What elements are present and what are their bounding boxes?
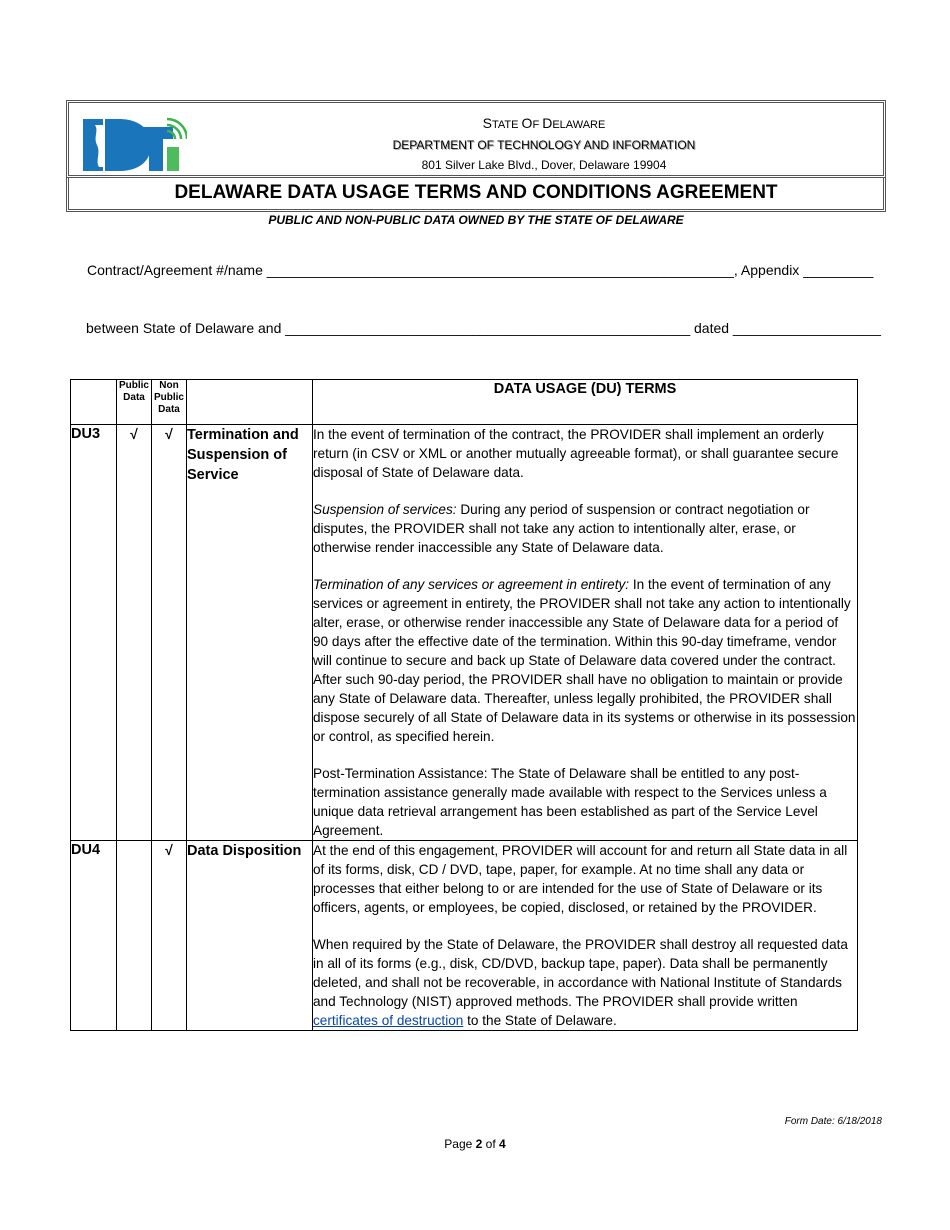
nonpublic-check: √ — [152, 425, 187, 841]
header-terms: DATA USAGE (DU) TERMS — [313, 380, 858, 425]
letterhead-text — [329, 113, 759, 175]
document-subtitle: PUBLIC AND NON-PUBLIC DATA OWNED BY THE STATE OF DELAWARE — [268, 213, 684, 227]
data-usage-terms-table — [70, 379, 858, 1031]
term-paragraph: Suspension of services: During any period of suspension or contract negotiation or disputes, the PROVIDER shall not take any action to intentionally alter, erase, or otherwise render inaccessible any State of Delaware data. — [313, 502, 810, 555]
row-terms — [313, 425, 858, 841]
term-paragraph: At the end of this engagement, PROVIDER will account for and return all State data in all of its forms, disk, CD / DVD, tape, paper, for example. At no time shall any data or processes that either belong to or are intended for the use of State of Delaware or its officers, agents, or employees, be copied, disclosed, or retained by the PROVIDER. — [313, 843, 848, 915]
document-title: DELAWARE DATA USAGE TERMS AND CONDITIONS AGREEMENT — [66, 178, 886, 212]
table-row-du3 — [71, 425, 858, 841]
header-nonpublic-data: Non Public Data — [152, 380, 187, 425]
term-paragraph: When required by the State of Delaware, the PROVIDER shall destroy all requested data in all of its forms (e.g., disk, CD/DVD, backup tape, paper). Data shall be permanently deleted, and shall not be recoverable, in accordance with National Institute of Standards and Technology (NIST) approved methods. The PROVIDER shall provide written certificates of destruction to the State of Delaware. — [313, 937, 848, 1028]
row-title: Termination and Suspension of Service — [187, 425, 313, 841]
public-check — [117, 841, 152, 1031]
table-header-row — [71, 380, 858, 425]
state-name: STATE OF DELAWARE — [482, 115, 606, 131]
nonpublic-check: √ — [152, 841, 187, 1031]
department-name: DEPARTMENT OF TECHNOLOGY AND INFORMATION — [392, 138, 696, 152]
row-title: Data Disposition — [187, 841, 313, 1031]
table-row-du4 — [71, 841, 858, 1031]
contract-field-line: Contract/Agreement #/name ____________________________________________________________, Appendix _________ — [87, 262, 874, 278]
row-id: DU4 — [71, 841, 117, 1031]
header-public-data: Public Data — [117, 380, 152, 425]
term-paragraph: Post-Termination Assistance: The State of Delaware shall be entitled to any post-termination assistance generally made available with respect to the Services unless a unique data retrieval arrangement has been established as part of the Service Level Agreement. — [313, 766, 827, 838]
dti-logo — [81, 117, 187, 173]
address: 801 Silver Lake Blvd., Dover, Delaware 19904 — [421, 158, 667, 172]
public-check: √ — [117, 425, 152, 841]
certificates-of-destruction-link[interactable]: certificates of destruction — [313, 1013, 464, 1028]
between-field-line: between State of Delaware and ____________________________________________________ dated ___________________ — [86, 320, 881, 336]
form-date: Form Date: 6/18/2018 — [784, 1116, 882, 1127]
term-paragraph: Termination of any services or agreement in entirety: In the event of termination of any services or agreement in entirety, the PROVIDER shall not take any action to intentionally alter, erase, or otherwise render inaccessible any State of Delaware data for a period of 90 days after the effective date of the termination. Within this 90-day timeframe, vendor will continue to secure and back up State of Delaware data covered under the contract. After such 90-day period, the PROVIDER shall have no obligation to maintain or provide any State of Delaware data. Thereafter, unless legally prohibited, the PROVIDER shall dispose securely of all State of Delaware data in its systems or otherwise in its possession or control, as specified herein. — [313, 577, 856, 744]
page-number: Page 2 of 4 — [444, 1137, 506, 1151]
header-title-cell — [187, 380, 313, 425]
letterhead-box — [66, 100, 886, 178]
row-id: DU3 — [71, 425, 117, 841]
header-id-cell — [71, 380, 117, 425]
term-paragraph: In the event of termination of the contract, the PROVIDER shall implement an orderly return (in CSV or XML or another mutually agreeable format), or shall guarantee secure disposal of State of Delaware data. — [313, 427, 839, 480]
row-terms — [313, 841, 858, 1031]
